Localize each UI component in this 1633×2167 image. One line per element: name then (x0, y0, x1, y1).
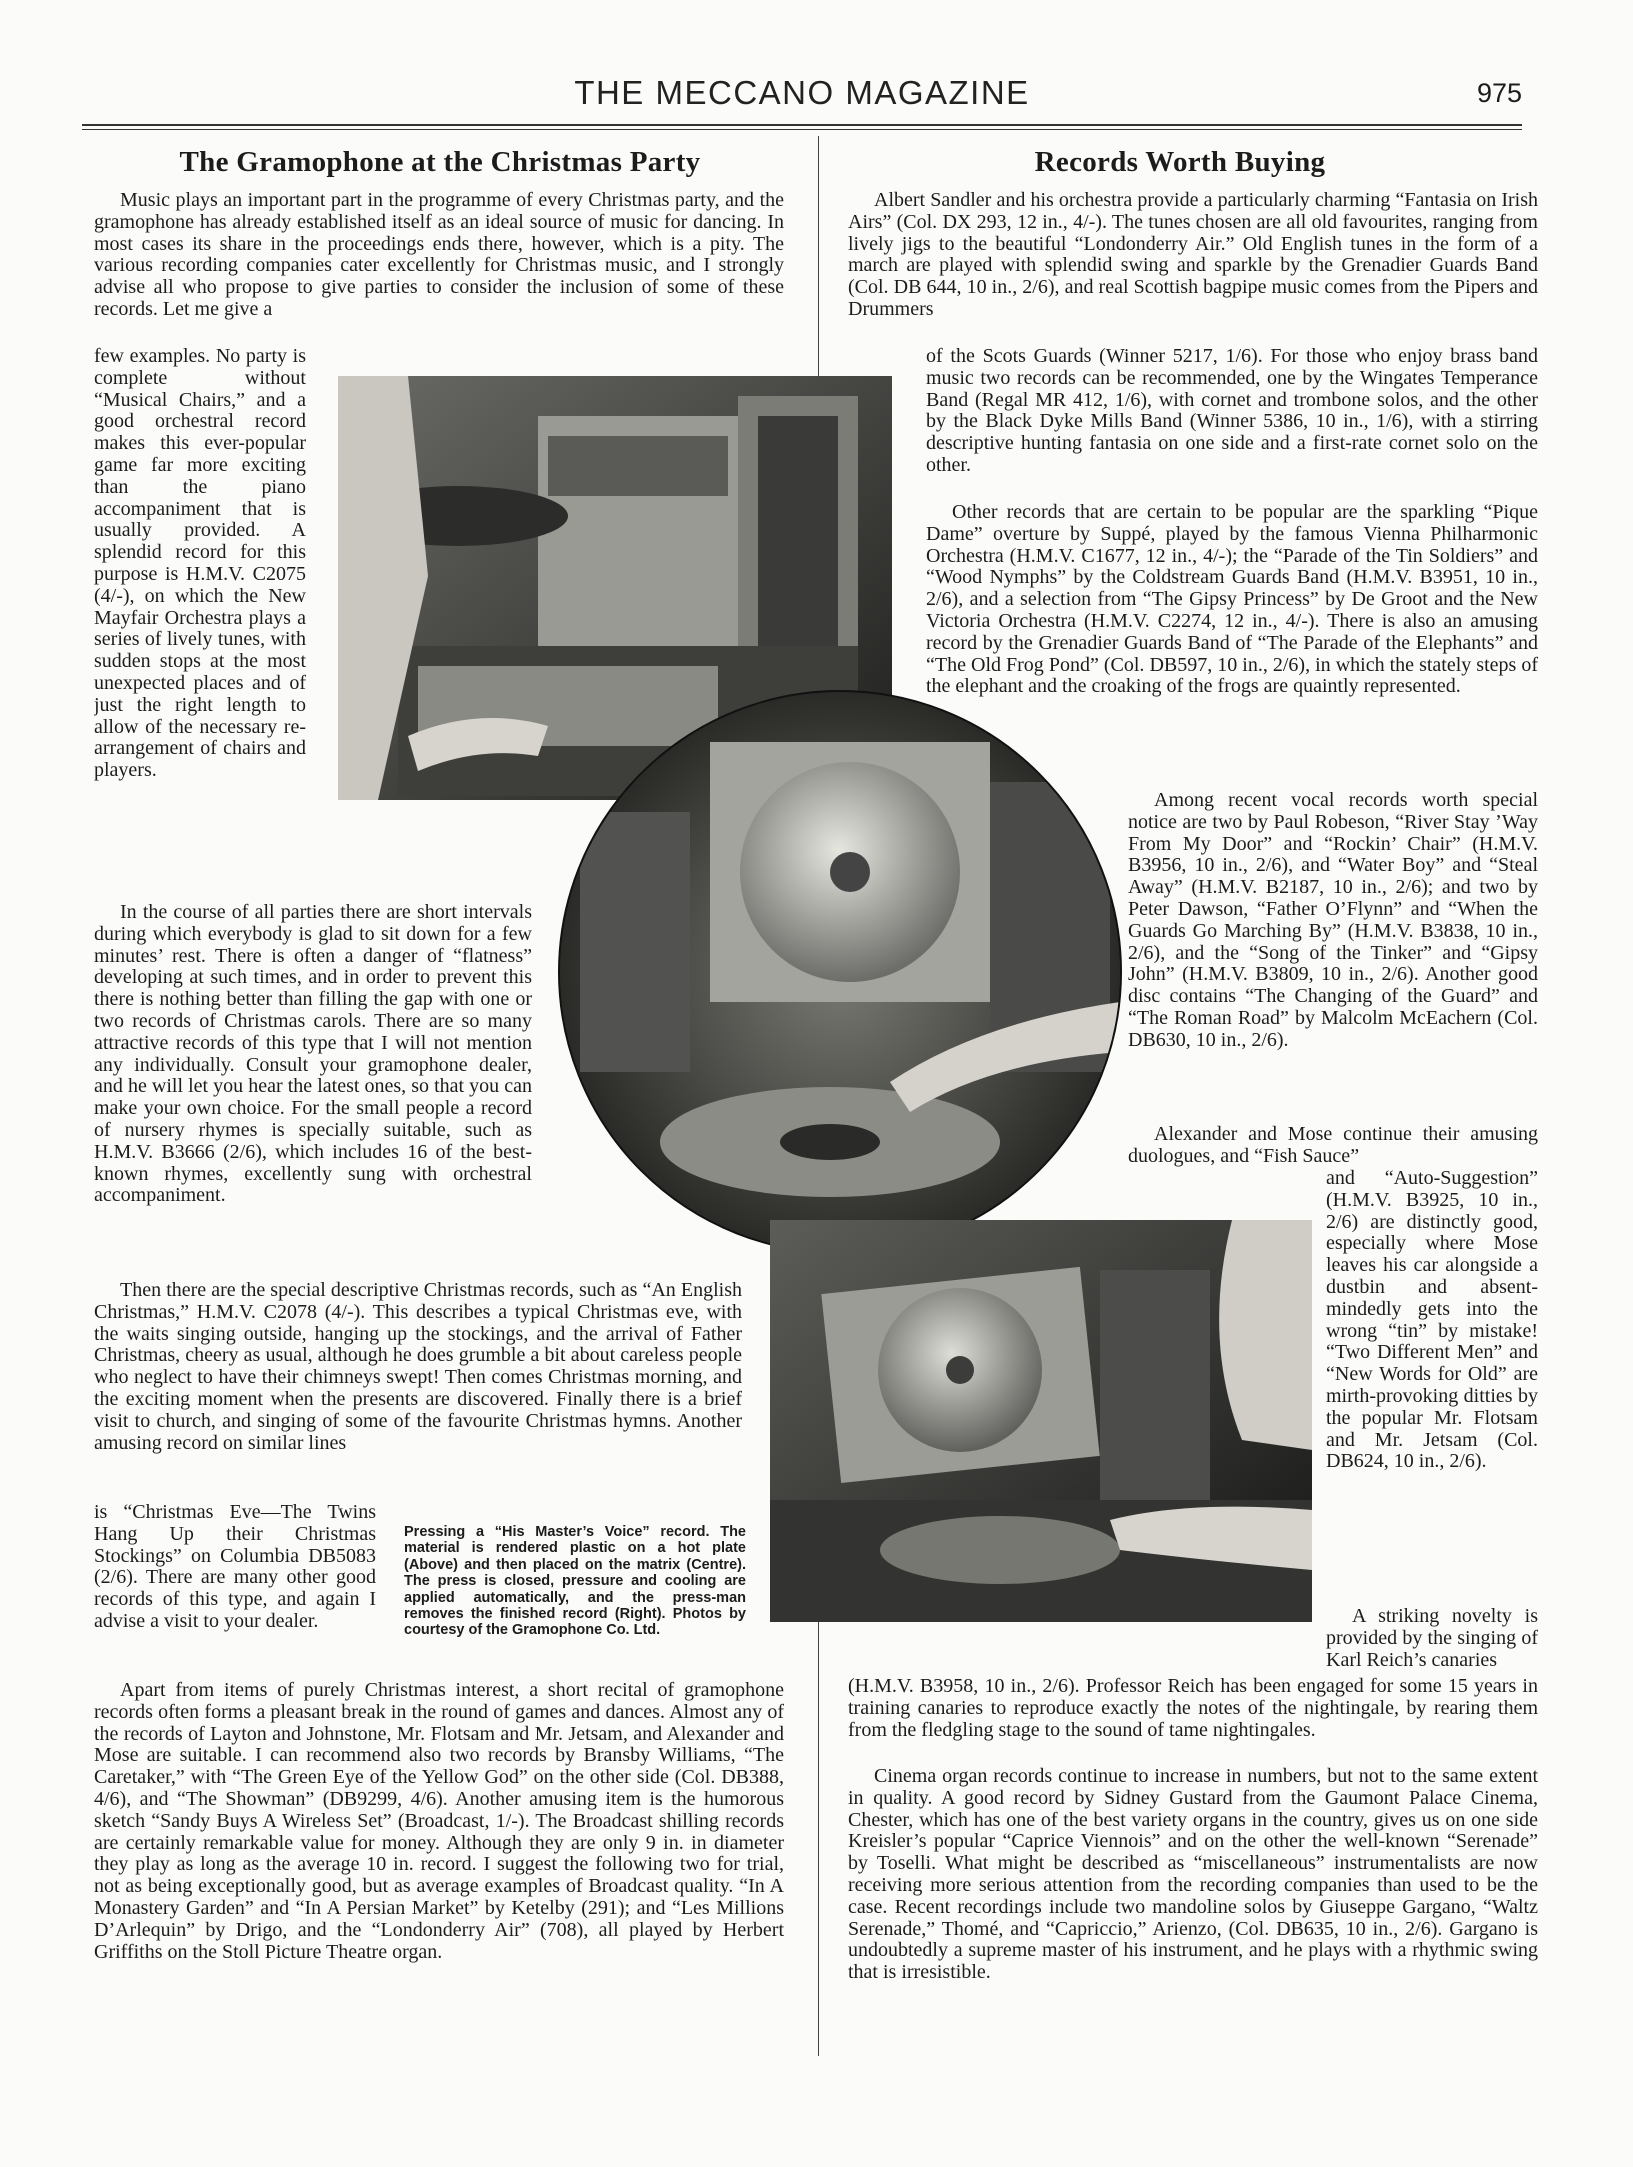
right-paragraph-4a: Alexander and Mose continue their amusing duologues, and “Fish Sauce” (1128, 1124, 1538, 1167)
header-rule-thin (82, 129, 1522, 130)
magazine-title: THE MECCANO MAGAZINE (574, 74, 1030, 111)
photo-finished-record-image (770, 1220, 1312, 1622)
masthead (82, 74, 1522, 126)
left-paragraph-4: Apart from items of purely Christmas interest, a short recital of gramophone records often forms a pleasant break in the round of games and dances. Almost any of the records of Layton and Johnstone, Mr. Flotsam and Mr. Jetsam, and Alexander and Mose are suitable. I can recommend also two records by Bransby Williams, “The Caretaker,” with “The Green Eye of the Yellow God” on the other side (Col. DB388, 4/6), and “The Showman” (DB9299, 4/6). Another amusing item is the humorous sketch “Sandy Buys A Wireless Set” (Broadcast, 1/-). The Broadcast shilling records are certainly remarkable value for money. Although they are only 9 in. in diameter they play as long as the average 10 in. record. I suggest the following two for trial, not as being exceptionally good, but as average examples of Broadcast quality. “In A Monastery Garden” and “In A Persian Market” by Ketelby (291); and “Les Millions D’Arlequin” by Drigo, and the “Londonderry Air” (708), all played by Herbert Griffiths on the Stoll Picture Theatre organ. (94, 1680, 784, 1963)
left-paragraph-1: Music plays an important part in the programme of every Christmas party, and the gramophone has already established itself as an ideal source of music for dancing. In most cases its share in the proceedings ends there, however, which is a pity. The various recording companies cater excellently for Christmas music, and I strongly advise all who propose to give parties to consider the inclusion of some of these records. Let me give a (94, 190, 784, 320)
left-article-heading: The Gramophone at the Christmas Party (179, 146, 701, 178)
page-number: 975 (1476, 78, 1522, 108)
right-paragraph-4b: and “Auto-Suggestion” (H.M.V. B3925, 10 in., 2/6) are distinctly good, especially where Mose leaves his car alongside a dustbin and absent-mindedly gets into the wrong “tin” by mistake! “Two Different Men” and “New Words for Old” are mirth-provoking ditties by the popular Mr. Flotsam and Mr. Jetsam (Col. DB624, 10 in., 2/6). (1326, 1168, 1538, 1473)
photo-finished-record (770, 1220, 1312, 1622)
left-paragraph-3: Then there are the special descriptive Christmas records, such as “An English Christmas,” H.M.V. C2078 (4/-). This describes a typical Christmas eve, with the waits singing outside, hanging up the stockings, and the arrival of Father Christmas, cheery as usual, although he does grumble a bit about careless people who neglect to have their chimneys swept! Then comes Christmas morning, and the exciting moment when the presents are discovered. Finally there is a brief visit to church, and singing of some of the favourite Christmas hymns. Another amusing record on similar lines (94, 1280, 742, 1454)
right-paragraph-2: Other records that are certain to be popular are the sparkling “Pique Dame” overture by Suppé, played by the famous Vienna Philharmonic Orchestra (H.M.V. C1677, 12 in., 4/-); the “Parade of the Tin Soldiers” and “Wood Nymphs” by the Coldstream Guards Band (H.M.V. B3951, 10 in., 2/6), and a selection from “The Gipsy Princess” by De Groot and the New Victoria Orchestra (H.M.V. C2274, 12 in., 4/-). There is also an amusing record by the Grenadier Guards Band of “The Parade of the Elephants” and “The Old Frog Pond” (Col. DB597, 10 in., 2/6), in which the stately steps of the elephant and the croaking of the frogs are quaintly represented. (926, 502, 1538, 698)
right-article-heading: Records Worth Buying (1034, 146, 1326, 178)
left-paragraph-1-narrow: few examples. No party is complete without “Musical Chairs,” and a good orchestral record makes this ever-popular game far more exciting than the piano accompaniment that is usually provided. A splendid record for this purpose is H.M.V. C2075 (4/-), on which the New Mayfair Orchestra plays a series of lively tunes, with sudden stops at the most unexpected places and of just the right length to allow of the necessary re-arrangement of chairs and players. (94, 346, 306, 782)
header-rule (82, 124, 1522, 126)
photo-caption: Pressing a “His Master’s Voice” record. The material is rendered plastic on a hot plate (Above) and then placed on the matrix (Centre). The press is closed, pressure and cooling are applied automatically, and the press-man removes the finished record (Right). Photos by courtesy of the Gramophone Co. Ltd. (404, 1524, 746, 1639)
left-paragraph-2: In the course of all parties there are short intervals during which everybody is glad to sit down for a few minutes’ rest. There is often a danger of “flatness” developing at such times, and in order to prevent this there is nothing better than filling the gap with one or two records of Christmas carols. There are so many attractive records of this type that I will not mention any individually. Consult your gramophone dealer, and he will let you hear the latest ones, so that you can make your own choice. For the small people a record of nursery rhymes is specially suitable, such as H.M.V. B3666 (2/6), which includes 16 of the best-known rhymes, excellently sung with orchestral accompaniment. (94, 902, 532, 1207)
right-paragraph-1-rest: of the Scots Guards (Winner 5217, 1/6). For those who enjoy brass band music two records can be recommended, one by the Wingates Temperance Band (Regal MR 412, 1/6), with cornet and trombone solos, and the other by the Black Dyke Mills Band (Winner 5386, 10 in., 1/6), with a stirring descriptive hunting fantasia on one side and a first-rate cornet solo on the other. (926, 346, 1538, 476)
right-paragraph-5b: (H.M.V. B3958, 10 in., 2/6). Professor Reich has been engaged for some 15 years in training canaries to reproduce exactly the notes of the nightingale, by rearing them from the fledgling stage to the sound of tame nightingales. (848, 1676, 1538, 1741)
left-paragraph-3-narrow: is “Christmas Eve—The Twins Hang Up their Christmas Stockings” on Columbia DB5083 (2/6). There are many other good records of this type, and again I advise a visit to your dealer. (94, 1502, 376, 1632)
right-paragraph-6: Cinema organ records continue to increase in numbers, but not to the same extent in quality. A good record by Sidney Gustard from the Gaumont Palace Cinema, Chester, which has one of the best variety organs in the country, gives us on one side Kreisler’s popular “Caprice Viennois” and on the other the well-known “Serenade” by Toselli. What might be described as “miscellaneous” instrumentalists are now receiving more serious attention from the recording companies than used to be the case. Recent recordings include two mandoline solos by Giuseppe Gargano, “Waltz Serenade,” Thomé, and “Capriccio,” Arienzo, (Col. DB635, 10 in., 2/6). Gargano is undoubtedly a supreme master of his instrument, and he plays with a rhythmic swing that is irresistible. (848, 1766, 1538, 1984)
right-paragraph-5a: A striking novelty is provided by the singing of Karl Reich’s canaries (1326, 1606, 1538, 1671)
right-paragraph-3: Among recent vocal records worth special notice are two by Paul Robeson, “River Stay ’Way From My Door” and “Rockin’ Chair” (H.M.V. B3956, 10 in., 2/6), and “Water Boy” and “Steal Away” (H.M.V. B2187, 10 in., 2/6); and two by Peter Dawson, “Father O’Flynn” and “When the Guards Go Marching By” (H.M.V. B3838, 10 in., 2/6), and the “Song of the Tinker” and “Gipsy John” (H.M.V. B3809, 10 in., 2/6). Another good disc contains “The Changing of the Guard” and “The Roman Road” by Malcolm McEachern (Col. DB630, 10 in., 2/6). (1128, 790, 1538, 1051)
right-paragraph-1: Albert Sandler and his orchestra provide a particularly charming “Fantasia on Irish Airs” (Col. DX 293, 12 in., 4/-). The tunes chosen are all old favourites, ranging from lively jigs to the beautiful “Londonderry Air.” Old English tunes in the form of a march are played with splendid swing and sparkle by the Grenadier Guards Band (Col. DB 644, 10 in., 2/6), and real Scottish bagpipe music comes from the Pipers and Drummers (848, 190, 1538, 320)
